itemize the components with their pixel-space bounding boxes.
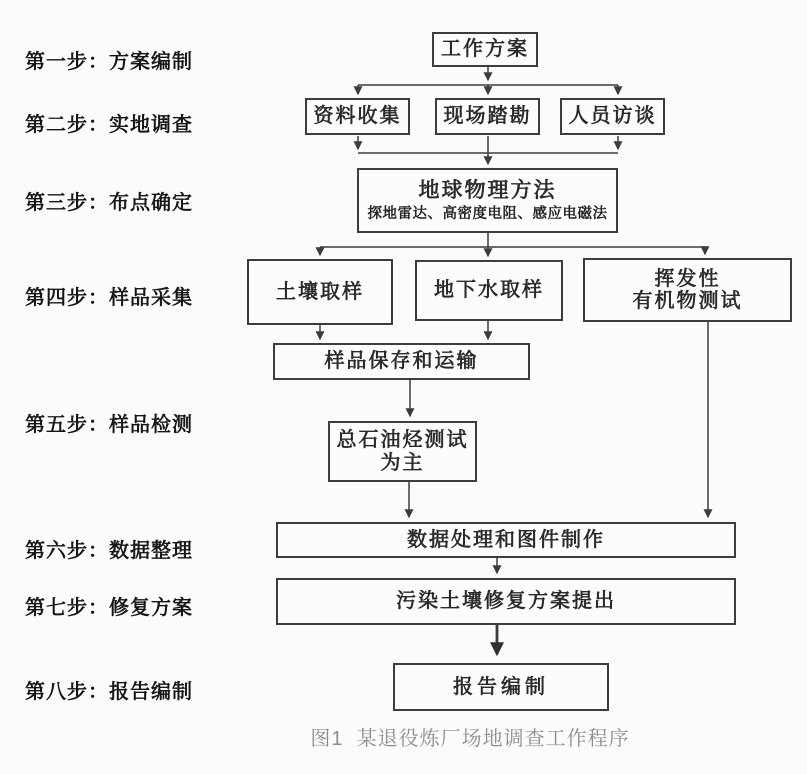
flow-node-site-reconnaissance xyxy=(435,98,540,135)
step-label-2: 第二步：实地调查 xyxy=(25,114,193,136)
flow-node-data-collection xyxy=(305,98,410,135)
figure-caption: 图1 某退役炼厂场地调查工作程序 xyxy=(310,728,630,750)
step-label-6: 第六步：数据整理 xyxy=(25,540,193,562)
flow-node-sample-storage-transport xyxy=(273,343,530,380)
step-label-4: 第四步：样品采集 xyxy=(25,287,193,309)
geophysical-method-title: 地球物理方法 xyxy=(418,179,557,203)
data-processing-label: 数据处理和图件制作 xyxy=(407,528,605,551)
personnel-interview-label: 人员访谈 xyxy=(568,105,657,128)
flow-node-report-compilation xyxy=(393,663,609,711)
flow-node-remediation-plan xyxy=(276,578,736,625)
step-label-3: 第三步：布点确定 xyxy=(25,192,193,214)
voc-testing-line2: 有机物测试 xyxy=(632,290,743,312)
soil-sampling-label: 土壤取样 xyxy=(276,280,364,303)
work-plan-label: 工作方案 xyxy=(441,38,529,61)
flow-node-personnel-interview xyxy=(560,98,665,135)
step-label-5: 第五步：样品检测 xyxy=(25,414,193,436)
flow-node-tph-testing xyxy=(328,421,477,482)
step-label-7: 第七步：修复方案 xyxy=(25,597,193,619)
flow-node-groundwater-sampling xyxy=(415,260,563,321)
voc-testing-line1: 挥发性 xyxy=(654,267,721,290)
step-label-1: 第一步：方案编制 xyxy=(25,51,193,73)
groundwater-sampling-label: 地下水取样 xyxy=(434,279,544,302)
flow-node-voc-testing xyxy=(583,258,792,322)
flow-node-data-processing xyxy=(276,522,736,558)
remediation-plan-label: 污染土壤修复方案提出 xyxy=(396,590,616,613)
site-reconnaissance-label: 现场踏勘 xyxy=(443,105,532,128)
flow-node-soil-sampling xyxy=(247,259,393,325)
sample-storage-label: 样品保存和运输 xyxy=(324,350,479,373)
geophysical-method-subtitle: 探地雷达、高密度电阻、感应电磁法 xyxy=(367,205,608,222)
tph-testing-line1: 总石油烃测试 xyxy=(336,429,469,452)
flow-node-geophysical-method xyxy=(357,168,618,233)
report-compilation-label: 报告编制 xyxy=(453,675,549,698)
step-label-8: 第八步：报告编制 xyxy=(25,681,193,703)
tph-testing-line2: 为主 xyxy=(380,451,425,474)
flow-node-work-plan xyxy=(432,32,538,67)
data-collection-label: 资料收集 xyxy=(313,105,402,128)
